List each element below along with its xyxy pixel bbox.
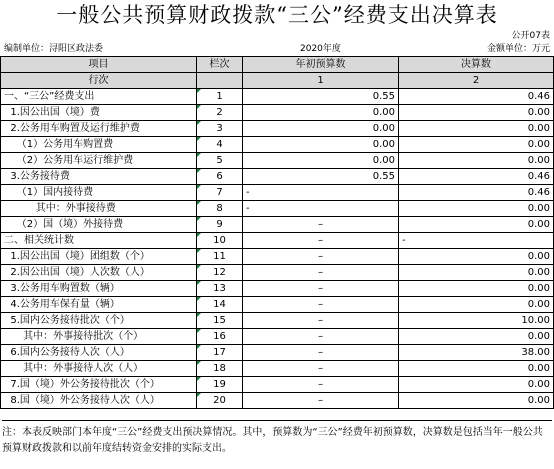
row-actual: 0.00 bbox=[399, 281, 554, 297]
row-budget: – bbox=[243, 297, 399, 313]
row-index: 2 bbox=[197, 105, 243, 121]
form-number: 公开07表 bbox=[511, 31, 550, 41]
row-label: 一、“三公”经费支出 bbox=[1, 89, 197, 105]
amount-unit: 金额单位：万元 bbox=[486, 44, 550, 54]
table-row bbox=[1, 393, 554, 409]
row-budget: – bbox=[243, 281, 399, 297]
row-actual: 0.00 bbox=[399, 201, 554, 217]
table-row bbox=[1, 233, 554, 249]
row-actual: 0.00 bbox=[399, 217, 554, 233]
table-row bbox=[1, 265, 554, 281]
row-budget: – bbox=[243, 313, 399, 329]
table-row bbox=[1, 345, 554, 361]
row-budget: – bbox=[243, 329, 399, 345]
row-budget: – bbox=[243, 233, 399, 249]
header-actual-no: 2 bbox=[399, 73, 554, 89]
table-row bbox=[1, 297, 554, 313]
row-actual: 0.00 bbox=[399, 361, 554, 377]
table-row bbox=[1, 313, 554, 329]
row-index: 6 bbox=[197, 169, 243, 185]
row-index: 5 bbox=[197, 153, 243, 169]
table-subheader-row bbox=[1, 73, 554, 89]
row-label: 1.因公出国（境）费 bbox=[1, 105, 197, 121]
row-label: 其中：外事接待批次（个） bbox=[1, 329, 197, 345]
row-index: 12 bbox=[197, 265, 243, 281]
table-row bbox=[1, 377, 554, 393]
row-budget: 0.00 bbox=[243, 121, 399, 137]
row-actual: 0.00 bbox=[399, 137, 554, 153]
row-index: 10 bbox=[197, 233, 243, 249]
row-budget: – bbox=[243, 345, 399, 361]
row-label: 3.公务接待费 bbox=[1, 169, 197, 185]
row-index: 9 bbox=[197, 217, 243, 233]
row-index: 20 bbox=[197, 393, 243, 409]
row-index: 15 bbox=[197, 313, 243, 329]
header-actual: 决算数 bbox=[399, 57, 554, 73]
compiling-unit: 编制单位：浔阳区政法委 bbox=[4, 44, 104, 54]
row-actual: 0.00 bbox=[399, 377, 554, 393]
row-actual: 0.00 bbox=[399, 249, 554, 265]
row-label: （2）国（境）外接待费 bbox=[1, 217, 197, 233]
row-actual: 0.00 bbox=[399, 329, 554, 345]
row-budget: – bbox=[243, 377, 399, 393]
row-budget: 0.55 bbox=[243, 89, 399, 105]
row-budget: – bbox=[243, 393, 399, 409]
table-row bbox=[1, 201, 554, 217]
row-budget: – bbox=[243, 217, 399, 233]
table-row bbox=[1, 361, 554, 377]
row-budget: – bbox=[243, 361, 399, 377]
header-row-label: 行次 bbox=[1, 73, 197, 89]
table-header-row bbox=[1, 57, 554, 73]
row-index: 14 bbox=[197, 297, 243, 313]
header-budget-no: 1 bbox=[243, 73, 399, 89]
row-actual: - bbox=[399, 233, 554, 249]
row-index: 3 bbox=[197, 121, 243, 137]
row-label: （1）国内接待费 bbox=[1, 185, 197, 201]
table-row bbox=[1, 121, 554, 137]
row-budget: – bbox=[243, 249, 399, 265]
row-budget: - bbox=[243, 185, 399, 201]
row-index: 17 bbox=[197, 345, 243, 361]
row-index: 18 bbox=[197, 361, 243, 377]
row-actual: 0.00 bbox=[399, 265, 554, 281]
row-label: 5.国内公务接待批次（个） bbox=[1, 313, 197, 329]
row-index: 13 bbox=[197, 281, 243, 297]
header-col: 栏次 bbox=[197, 57, 243, 73]
row-label: 其中：外事接待费 bbox=[1, 201, 197, 217]
row-budget: 0.00 bbox=[243, 105, 399, 121]
footnote: 注：本表反映部门本年度“三公”经费支出预决算情况。其中，预算数为“三公”经费年初预算数，决算数是包括当年一般公共预算财政拨款和以前年度结转资金安排的实际支出。 bbox=[2, 420, 552, 468]
row-index: 1 bbox=[197, 89, 243, 105]
row-actual: 0.00 bbox=[399, 297, 554, 313]
row-actual: 0.00 bbox=[399, 153, 554, 169]
table-row bbox=[1, 281, 554, 297]
row-index: 8 bbox=[197, 201, 243, 217]
table-row bbox=[1, 153, 554, 169]
row-index: 11 bbox=[197, 249, 243, 265]
header-item: 项目 bbox=[1, 57, 197, 73]
row-actual: 0.46 bbox=[399, 89, 554, 105]
row-actual: 0.46 bbox=[399, 185, 554, 201]
header-budget: 年初预算数 bbox=[243, 57, 399, 73]
row-index: 4 bbox=[197, 137, 243, 153]
row-budget: – bbox=[243, 265, 399, 281]
row-actual: 0.00 bbox=[399, 121, 554, 137]
row-label: 二、相关统计数 bbox=[1, 233, 197, 249]
table-row bbox=[1, 249, 554, 265]
header-empty bbox=[197, 73, 243, 89]
table-row bbox=[1, 137, 554, 153]
expenditure-table bbox=[0, 56, 554, 409]
row-label: 7.国（境）外公务接待批次（个） bbox=[1, 377, 197, 393]
row-budget: 0.00 bbox=[243, 137, 399, 153]
table-row bbox=[1, 329, 554, 345]
row-index: 7 bbox=[197, 185, 243, 201]
row-index: 16 bbox=[197, 329, 243, 345]
row-label: 2.因公出国（境）人次数（人） bbox=[1, 265, 197, 281]
table-row bbox=[1, 169, 554, 185]
row-label: （2）公务用车运行维护费 bbox=[1, 153, 197, 169]
row-label: 6.国内公务接待人次（人） bbox=[1, 345, 197, 361]
row-label: 4.公务用车保有量（辆） bbox=[1, 297, 197, 313]
row-actual: 38.00 bbox=[399, 345, 554, 361]
row-actual: 0.00 bbox=[399, 393, 554, 409]
row-index: 19 bbox=[197, 377, 243, 393]
page-title: 一般公共预算财政拨款“三公”经费支出决算表 bbox=[56, 3, 498, 27]
row-label: 8.国（境）外公务接待人次（人） bbox=[1, 393, 197, 409]
table-row bbox=[1, 185, 554, 201]
table-row bbox=[1, 105, 554, 121]
row-budget: 0.55 bbox=[243, 169, 399, 185]
row-actual: 0.00 bbox=[399, 105, 554, 121]
row-label: 1.因公出国（境）团组数（个） bbox=[1, 249, 197, 265]
table-row bbox=[1, 89, 554, 105]
row-actual: 0.46 bbox=[399, 169, 554, 185]
row-budget: - bbox=[243, 201, 399, 217]
row-actual: 10.00 bbox=[399, 313, 554, 329]
row-label: 2.公务用车购置及运行维护费 bbox=[1, 121, 197, 137]
fiscal-year: 2020年度 bbox=[300, 44, 341, 54]
row-label: 其中：外事接待人次（人） bbox=[1, 361, 197, 377]
row-label: （1）公务用车购置费 bbox=[1, 137, 197, 153]
table-row bbox=[1, 217, 554, 233]
row-label: 3.公务用车购置数（辆） bbox=[1, 281, 197, 297]
row-budget: 0.00 bbox=[243, 153, 399, 169]
